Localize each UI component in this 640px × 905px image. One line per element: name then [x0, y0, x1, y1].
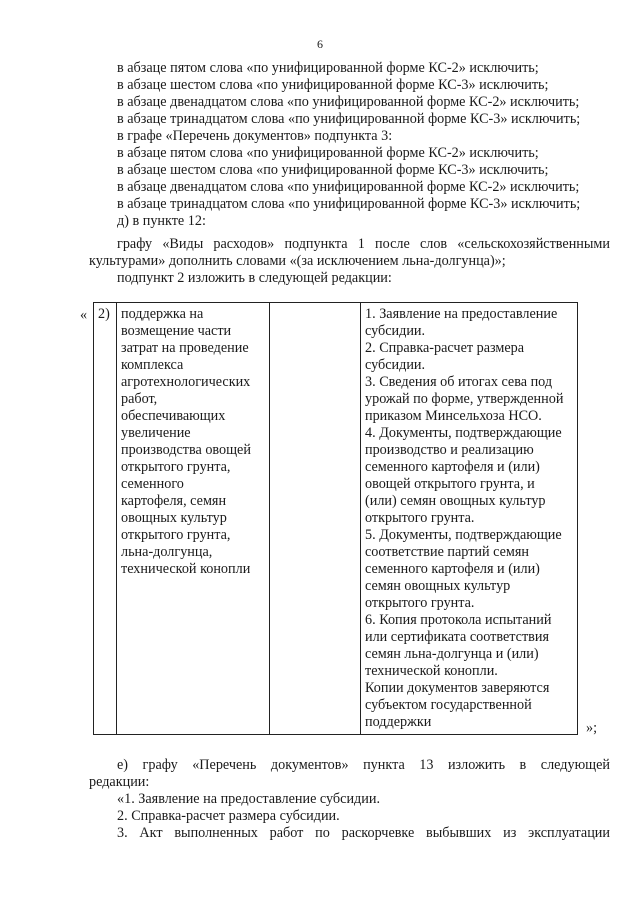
cell-line: технической конопли.: [365, 663, 498, 679]
cell-line: овощей открытого грунта, и: [365, 476, 535, 492]
cell-line: субсидии.: [365, 357, 426, 373]
cell-line: семян овощных культур: [365, 578, 511, 594]
cell-line: соответствие партий семян: [365, 544, 530, 560]
text-line: в абзаце тринадцатом слова «по унифицированной форме КС-3» исключить;: [117, 196, 581, 212]
cell-line: или сертификата соответствия: [365, 629, 549, 645]
cell-line: увеличение: [121, 425, 191, 441]
cell-line: урожай по форме, утвержденной: [365, 391, 564, 407]
cell-line: открытого грунта.: [365, 595, 475, 611]
cell-line: поддержки: [365, 714, 432, 730]
table-cell-empty: [270, 303, 361, 735]
text-line: е) графу «Перечень документов» пункта 13 изложить в следующей: [117, 757, 610, 773]
close-quote-mark: »;: [586, 720, 598, 736]
cell-line: технической конопли: [121, 561, 251, 577]
cell-line: овощных культур: [121, 510, 227, 526]
cell-line: открытого грунта.: [365, 510, 475, 526]
cell-line: 6. Копия протокола испытаний: [365, 612, 552, 628]
cell-line: затрат на проведение: [121, 340, 249, 356]
text-line: д) в пункте 12:: [117, 213, 206, 229]
cell-line: семенного: [121, 476, 184, 492]
cell-line: работ,: [121, 391, 158, 407]
cell-line: 2. Справка-расчет размера: [365, 340, 525, 356]
cell-line: поддержка на: [121, 306, 204, 322]
cell-line: субсидии.: [365, 323, 426, 339]
cell-line: открытого грунта,: [121, 459, 231, 475]
text-line: культурами» дополнить словами «(за исключением льна-долгунца)»;: [89, 253, 506, 269]
open-quote-mark: «: [80, 307, 88, 323]
table-row: [94, 303, 578, 735]
text-line: в абзаце двенадцатом слова «по унифицированной форме КС-2» исключить;: [117, 94, 580, 110]
cell-line: Копии документов заверяются: [365, 680, 550, 696]
table-cell-expense-type: [117, 303, 270, 735]
text-line: в графе «Перечень документов» подпункта 3:: [117, 128, 393, 144]
cell-line: семенного картофеля и (или): [365, 561, 540, 577]
cell-line: семян льна-долгунца и (или): [365, 646, 539, 662]
amendment-table: [93, 302, 578, 735]
cell-line: семенного картофеля и (или): [365, 459, 540, 475]
cell-line: картофеля, семян: [121, 493, 227, 509]
cell-line: 5. Документы, подтверждающие: [365, 527, 562, 543]
text-line: в абзаце пятом слова «по унифицированной форме КС-2» исключить;: [117, 60, 539, 76]
cell-line: возмещение части: [121, 323, 232, 339]
text-line: в абзаце шестом слова «по унифицированной форме КС-3» исключить;: [117, 77, 549, 93]
cell-line: открытого грунта,: [121, 527, 231, 543]
cell-line: комплекса: [121, 357, 184, 373]
table-cell-number: 2): [94, 303, 117, 735]
text-line: в абзаце тринадцатом слова «по унифицированной форме КС-3» исключить;: [117, 111, 581, 127]
text-line: в абзаце шестом слова «по унифицированной форме КС-3» исключить;: [117, 162, 549, 178]
text-line: «1. Заявление на предоставление субсидии.: [117, 791, 380, 807]
cell-line: производство и реализацию: [365, 442, 534, 458]
text-line: подпункт 2 изложить в следующей редакции:: [117, 270, 392, 286]
cell-line: агротехнологических: [121, 374, 251, 390]
cell-line: производства овощей: [121, 442, 251, 458]
text-line: графу «Виды расходов» подпункта 1 после слов «сельскохозяйственными: [117, 236, 610, 252]
text-line: в абзаце пятом слова «по унифицированной форме КС-2» исключить;: [117, 145, 539, 161]
cell-line: 1. Заявление на предоставление: [365, 306, 558, 322]
text-line: 3. Акт выполненных работ по раскорчевке выбывших из эксплуатации: [117, 825, 610, 841]
table-cell-documents: [361, 303, 578, 735]
cell-line: 4. Документы, подтверждающие: [365, 425, 562, 441]
text-line: 2. Справка-расчет размера субсидии.: [117, 808, 340, 824]
cell-line: приказом Минсельхоза НСО.: [365, 408, 542, 424]
cell-line: обеспечивающих: [121, 408, 226, 424]
cell-line: 3. Сведения об итогах сева под: [365, 374, 553, 390]
text-line: в абзаце двенадцатом слова «по унифицированной форме КС-2» исключить;: [117, 179, 580, 195]
text-line: редакции:: [89, 774, 150, 790]
cell-line: субъектом государственной: [365, 697, 532, 713]
cell-line: (или) семян овощных культур: [365, 493, 546, 509]
page-number: 6: [317, 37, 323, 51]
cell-line: льна-долгунца,: [121, 544, 213, 560]
